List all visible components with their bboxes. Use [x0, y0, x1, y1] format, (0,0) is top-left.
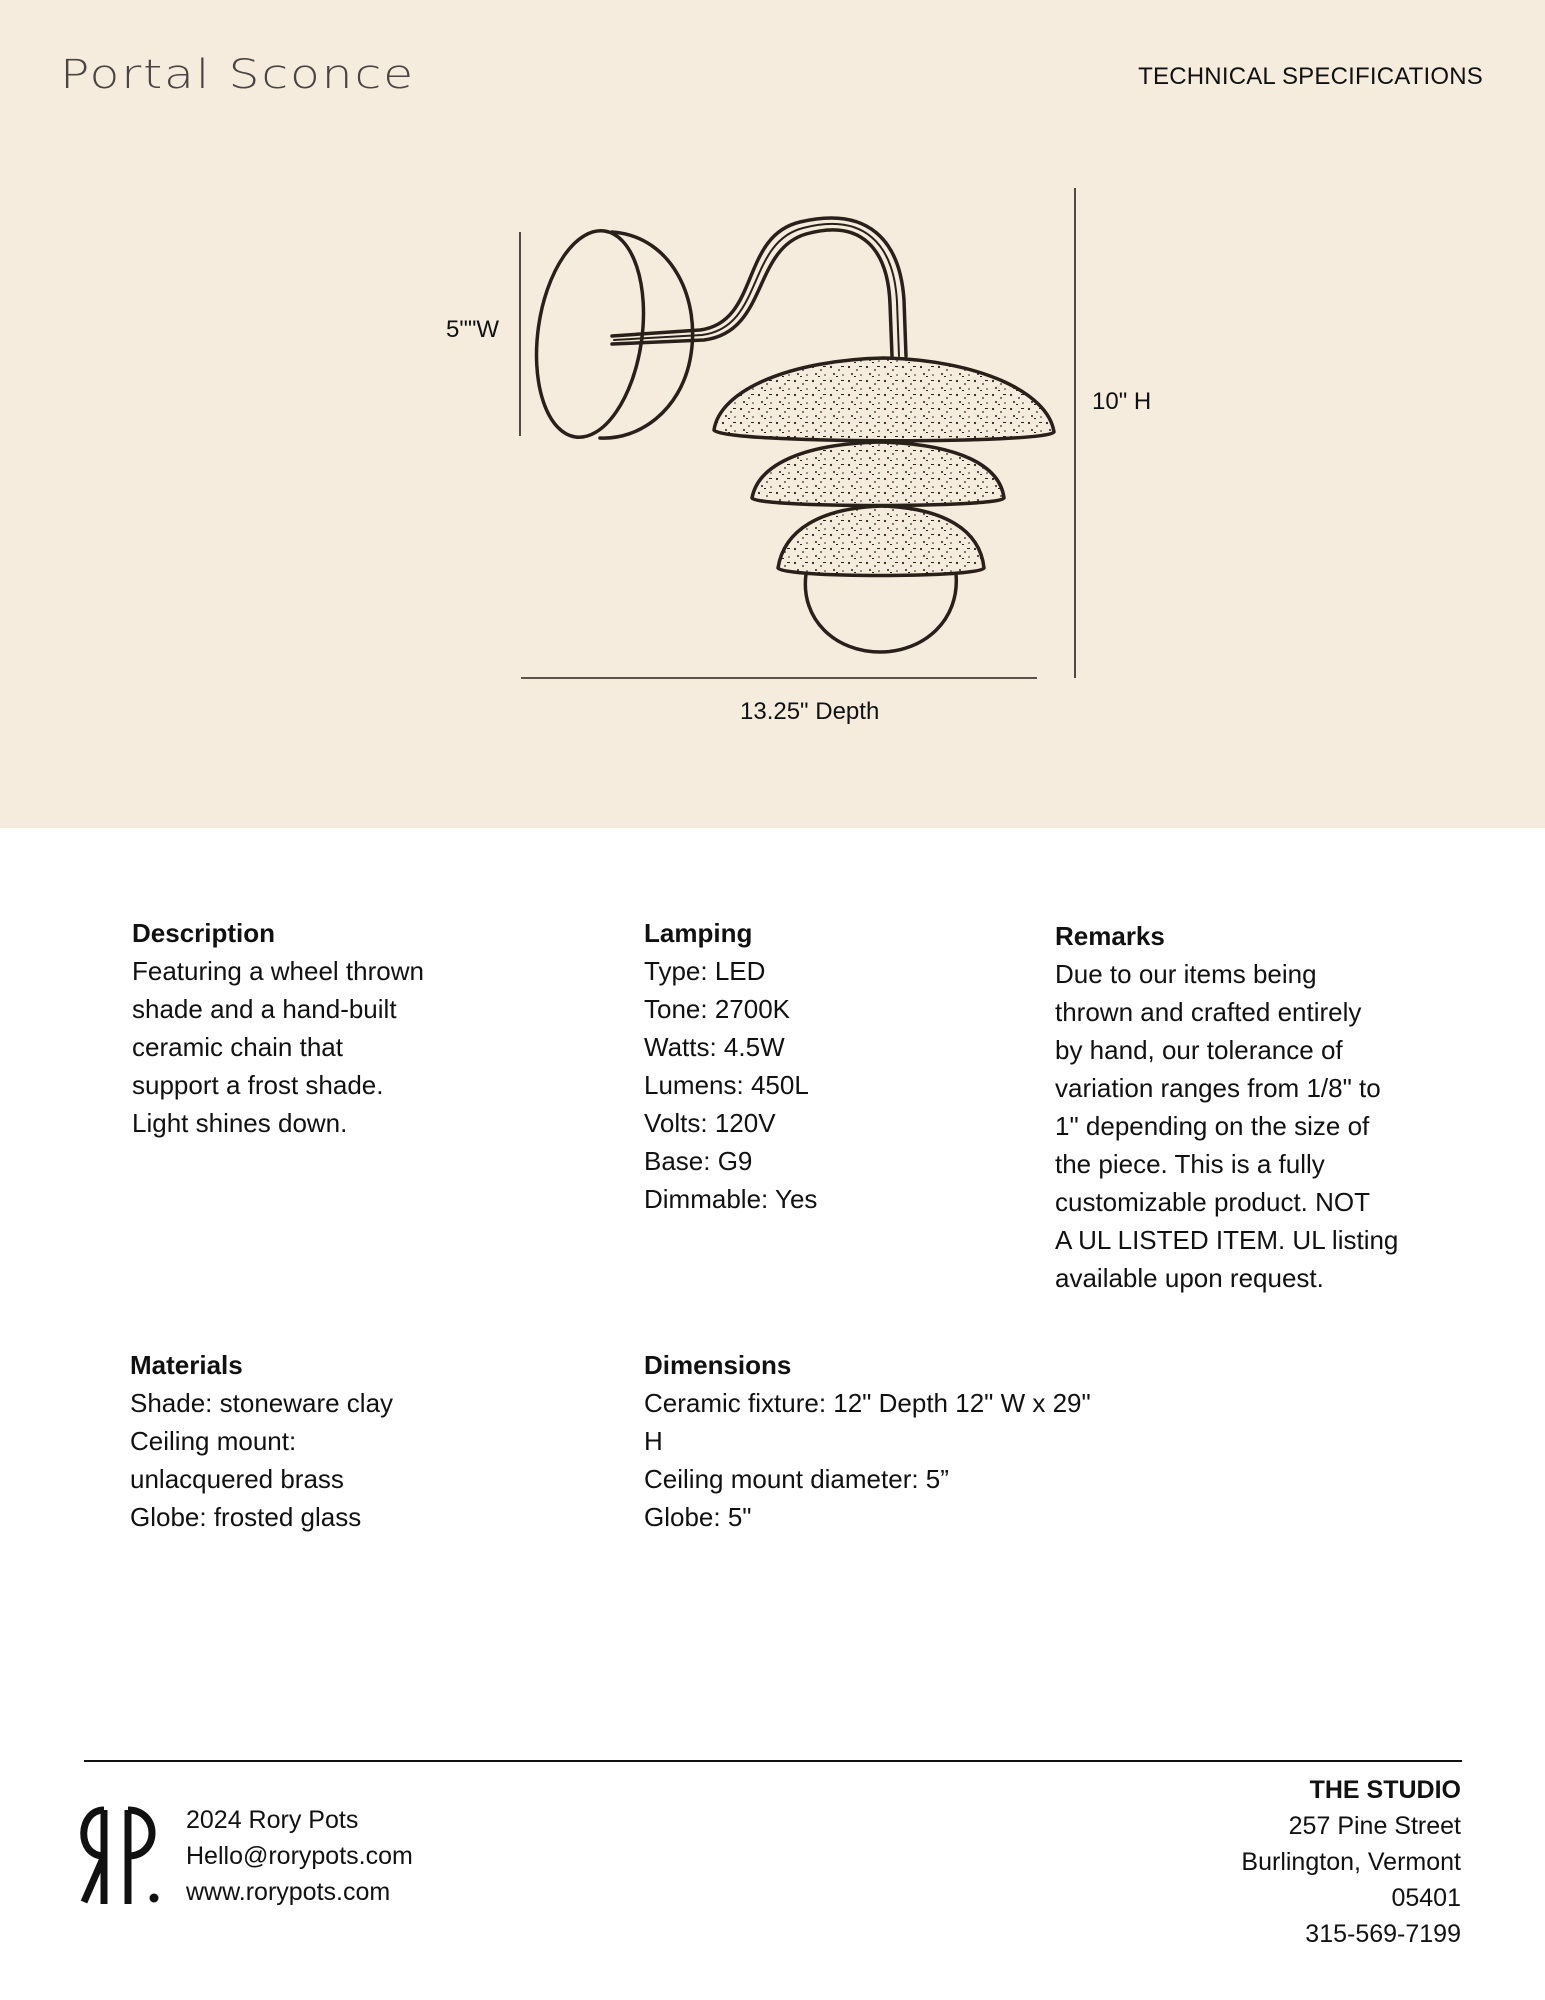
height-label: 10" H: [1092, 388, 1152, 415]
arm-mid: [614, 224, 899, 356]
dimensions-body: Ceramic fixture: 12" Depth 12" W x 29" H Ceiling mount diameter: 5” Globe: 5": [644, 1388, 1091, 1532]
section-title: TECHNICAL SPECIFICATIONS: [1138, 63, 1483, 90]
studio-lines: 257 Pine Street Burlington, Vermont 05401 315-569-7199: [1241, 1812, 1461, 1948]
lamping-section: [644, 914, 817, 1218]
studio-address: [1241, 1772, 1461, 1952]
description-section: [132, 914, 424, 1142]
dimensions-heading: Dimensions: [644, 1350, 792, 1380]
description-body: Featuring a wheel thrown shade and a hand-built ceramic chain that support a frost shade. Light shines down.: [132, 956, 424, 1138]
shade-bottom: [778, 506, 984, 576]
depth-label: 13.25" Depth: [740, 698, 880, 725]
remarks-heading: Remarks: [1055, 921, 1165, 951]
lamping-heading: Lamping: [644, 918, 753, 948]
lamping-body: Type: LED Tone: 2700K Watts: 4.5W Lumens: 450L Volts: 120V Base: G9 Dimmable: Yes: [644, 956, 818, 1214]
shade-top: [714, 358, 1054, 441]
product-title: Portal Sconce: [60, 52, 415, 98]
width-label: 5""W: [446, 316, 500, 343]
remarks-section: [1055, 917, 1398, 1297]
remarks-body: Due to our items being thrown and crafted entirely by hand, our tolerance of variation ranges from 1/8" to 1" depending on the size of the piece. This is a fully customizable product. NOT A UL LISTED ITEM. UL listing available upon request.: [1055, 959, 1399, 1293]
description-heading: Description: [132, 918, 276, 948]
shade-middle: [752, 442, 1004, 506]
materials-section: [130, 1346, 393, 1536]
materials-heading: Materials: [130, 1350, 243, 1380]
dimensions-section: [644, 1346, 1091, 1536]
studio-heading: THE STUDIO: [1309, 1776, 1461, 1804]
globe: [805, 574, 956, 652]
materials-body: Shade: stoneware clay Ceiling mount: unlacquered brass Globe: frosted glass: [130, 1388, 394, 1532]
sconce-illustration: [524, 218, 1054, 652]
footer-divider: [84, 1760, 1462, 1762]
rory-pots-logo: [78, 1804, 166, 1904]
contact-info: 2024 Rory Pots Hello@rorypots.com www.rorypots.com: [186, 1806, 413, 1906]
